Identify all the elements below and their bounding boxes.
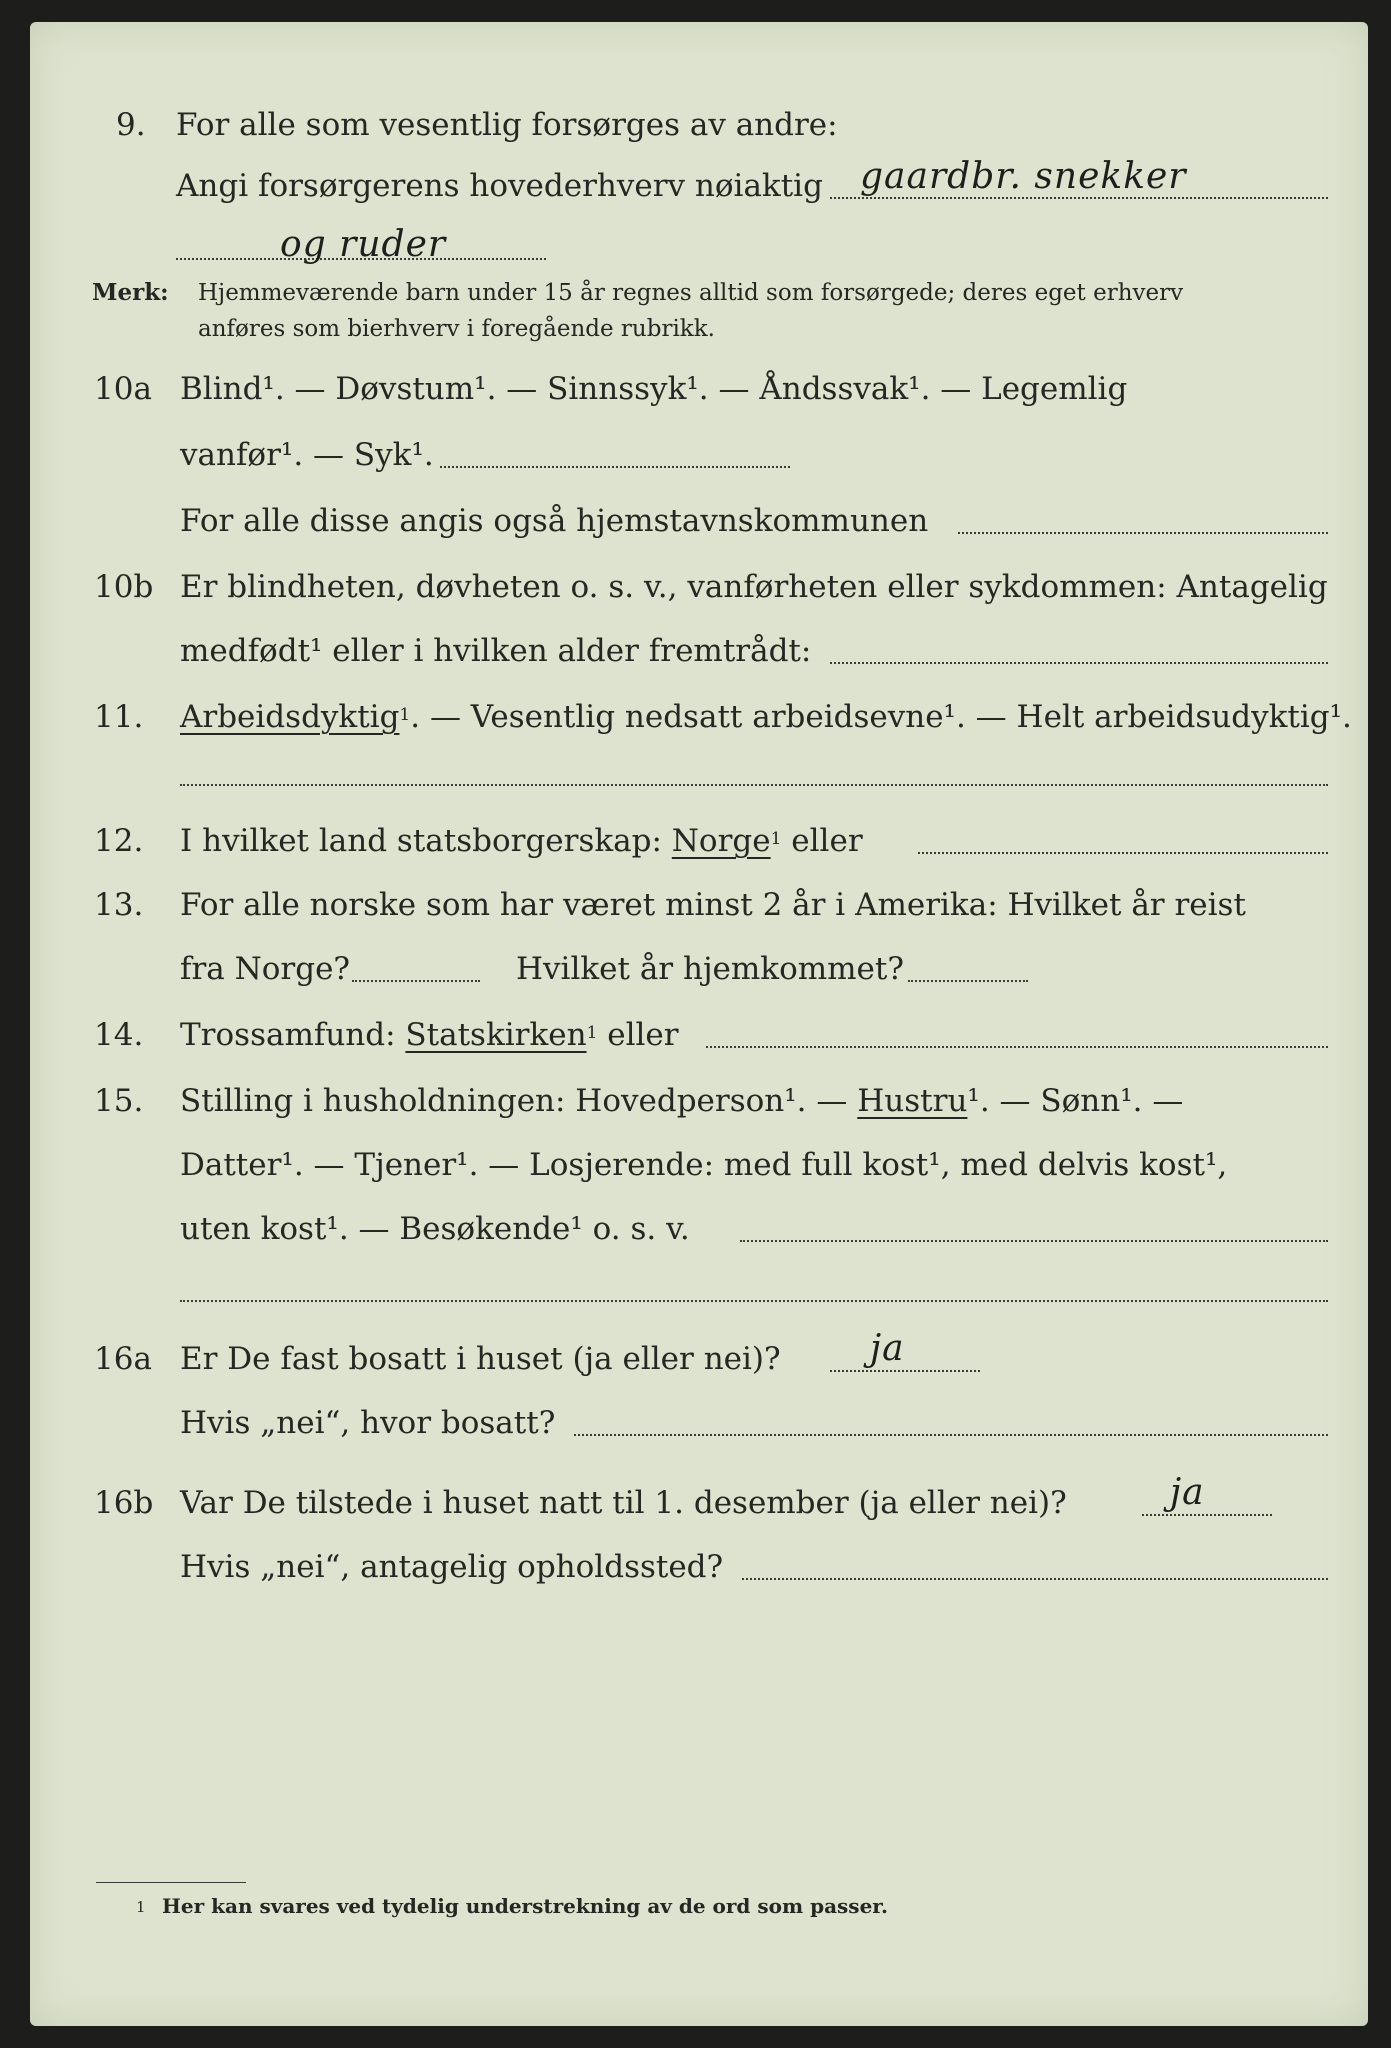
q13-line2a: fra Norge? bbox=[180, 951, 351, 987]
q16a-line2: Hvis „nei“, hvor bosatt? bbox=[180, 1405, 556, 1441]
q15-answer-line bbox=[740, 1240, 1328, 1242]
q10b-line2: medfødt¹ eller i hvilken alder fremtrådt: bbox=[180, 633, 812, 669]
q16b-line2: Hvis „nei“, antagelig opholdssted? bbox=[180, 1549, 724, 1585]
q16a-handwritten-answer: ja bbox=[870, 1328, 905, 1369]
q14-number: 14. bbox=[94, 1017, 144, 1053]
q16a-line1: Er De fast bosatt i huset (ja eller nei)? bbox=[180, 1341, 781, 1377]
q15-number: 15. bbox=[94, 1083, 144, 1119]
q9-number: 9. bbox=[116, 107, 146, 143]
q12-number: 12. bbox=[94, 823, 144, 859]
q10b-line1: Er blindheten, døvheten o. s. v., vanførheten eller sykdommen: Antagelig bbox=[180, 569, 1328, 605]
q12-answer-line bbox=[918, 852, 1328, 854]
q13-line1: For alle norske som har været minst 2 år i Amerika: Hvilket år reist bbox=[180, 887, 1246, 923]
q13-hjemkommet-line bbox=[908, 980, 1028, 982]
q10a-line2: vanfør¹. — Syk¹. bbox=[180, 437, 434, 473]
q12-line: I hvilket land statsborgerskap: Norge$^1$ eller bbox=[180, 823, 863, 859]
q10a-syk-line bbox=[440, 466, 790, 468]
q16b-opholdssted-line bbox=[742, 1578, 1328, 1580]
q11-number: 11. bbox=[94, 699, 144, 735]
q10a-number: 10a bbox=[94, 371, 152, 407]
q14-suffix: eller bbox=[607, 1017, 679, 1053]
q12-prefix: I hvilket land statsborgerskap: bbox=[180, 823, 662, 859]
q9-handwritten-answer2: og ruder bbox=[280, 224, 447, 265]
q15-line1 bbox=[180, 1082, 1183, 1120]
q10a-line1: Blind¹. — Døvstum¹. — Sinnssyk¹. — Åndssvak¹. — Legemlig bbox=[180, 371, 1128, 407]
q16a-answer-line bbox=[830, 1370, 980, 1372]
merk-line1: Hjemmeværende barn under 15 år regnes alltid som forsørgede; deres eget erhverv bbox=[198, 280, 1184, 306]
q9-handwritten-answer: gaardbr. snekker bbox=[860, 156, 1187, 197]
merk-line2: anføres som bierhverv i foregående rubrikk. bbox=[198, 316, 715, 342]
q10b-answer-line bbox=[830, 662, 1328, 664]
q10a-hjemstavn-line bbox=[958, 532, 1328, 534]
q9-answer-line bbox=[830, 197, 1328, 199]
q13-line2b: Hvilket år hjemkommet? bbox=[516, 951, 904, 987]
q15-line1-b: ¹. — Sønn¹. — bbox=[967, 1083, 1184, 1119]
q15-line3: uten kost¹. — Besøkende¹ o. s. v. bbox=[180, 1211, 690, 1247]
q15-option-hustru: Hustru bbox=[857, 1083, 968, 1119]
footnote-rule bbox=[96, 1882, 246, 1883]
q15-line2: Datter¹. — Tjener¹. — Losjerende: med full kost¹, med delvis kost¹, bbox=[180, 1147, 1228, 1183]
q14-line: Trossamfund: Statskirken$^1$ eller bbox=[180, 1017, 679, 1053]
q14-option-statskirken: Statskirken bbox=[405, 1017, 587, 1053]
q14-answer-line bbox=[706, 1046, 1328, 1048]
q9-line2: Angi forsørgerens hovederhverv nøiaktig bbox=[176, 168, 823, 204]
q16b-answer-line bbox=[1142, 1514, 1272, 1516]
q16a-number: 16a bbox=[94, 1341, 152, 1377]
q13-reist-line bbox=[352, 980, 480, 982]
q9-line1: For alle som vesentlig forsørges av andre: bbox=[176, 107, 838, 143]
footnote-mark: 1 bbox=[136, 1898, 146, 1916]
q11-option-arbeidsdyktig: Arbeidsdyktig bbox=[180, 699, 400, 735]
merk-label: Merk: bbox=[92, 279, 169, 306]
q13-number: 13. bbox=[94, 887, 144, 923]
q10b-number: 10b bbox=[94, 569, 154, 605]
q11-line: Arbeidsdyktig$^1$. — Vesentlig nedsatt arbeidsevne¹. — Helt arbeidsudyktig¹. bbox=[180, 699, 1352, 735]
q15-answer-line2 bbox=[180, 1300, 1328, 1302]
q11-answer-line bbox=[180, 784, 1328, 786]
q16b-number: 16b bbox=[94, 1485, 154, 1521]
census-form-page bbox=[30, 22, 1368, 2026]
q16b-handwritten-answer: ja bbox=[1170, 1472, 1205, 1513]
q16b-line1: Var De tilstede i huset natt til 1. desember (ja eller nei)? bbox=[180, 1485, 1067, 1521]
q12-option-norge: Norge bbox=[671, 823, 771, 859]
q12-suffix: eller bbox=[791, 823, 863, 859]
q10a-line3: For alle disse angis også hjemstavnskommunen bbox=[180, 503, 929, 539]
q15-line1-a: Stilling i husholdningen: Hovedperson¹. — bbox=[180, 1083, 848, 1119]
footnote-text: Her kan svares ved tydelig understrekning av de ord som passer. bbox=[162, 1894, 888, 1918]
q16a-bosatt-line bbox=[574, 1434, 1328, 1436]
q11-rest: . — Vesentlig nedsatt arbeidsevne¹. — Helt arbeidsudyktig¹. bbox=[410, 699, 1352, 735]
q14-prefix: Trossamfund: bbox=[180, 1017, 396, 1053]
